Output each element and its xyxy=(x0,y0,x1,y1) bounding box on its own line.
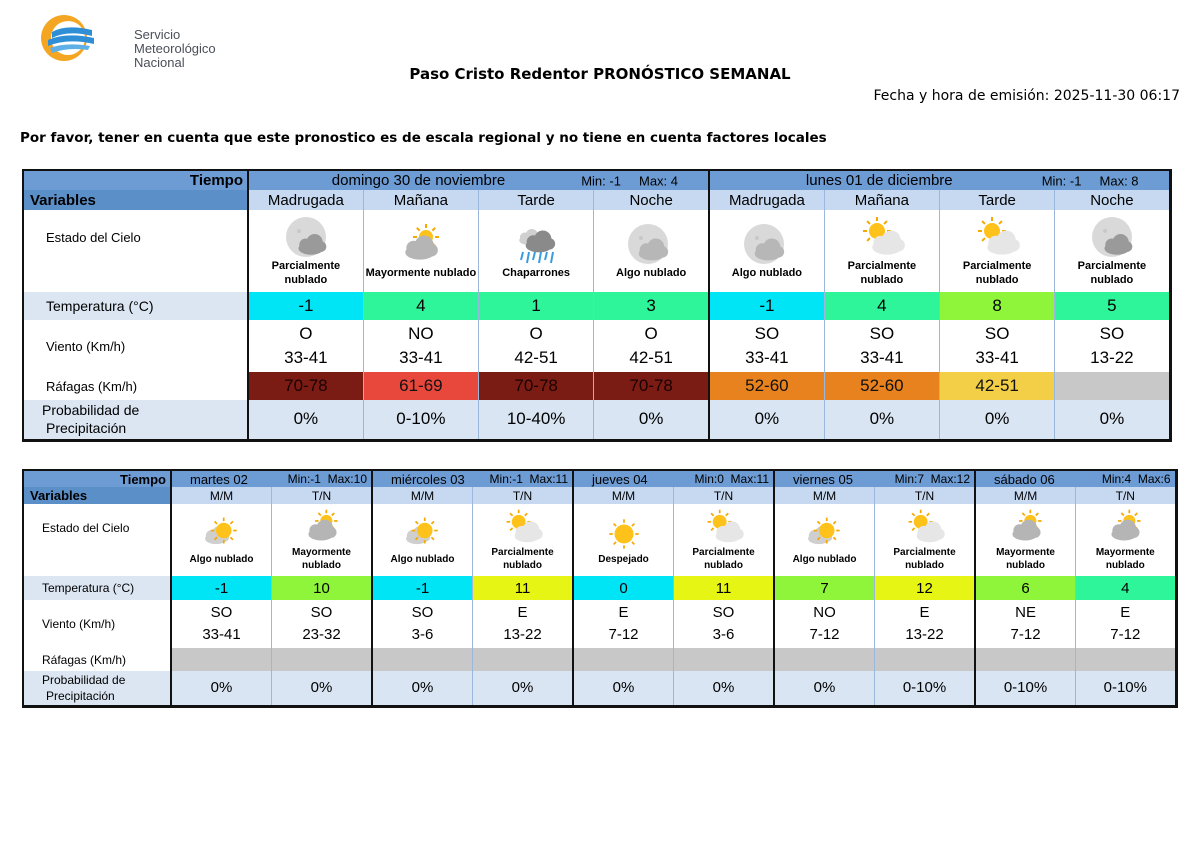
tiempo-label: Tiempo xyxy=(23,470,171,487)
day-header xyxy=(774,470,975,487)
day-min: Min:-1 xyxy=(287,472,321,486)
header-row-days xyxy=(23,170,1170,190)
partly-cloudy-night-icon xyxy=(1087,215,1137,259)
precip-value: 0% xyxy=(573,671,674,706)
gust-label: Ráfagas (Km/h) xyxy=(23,648,171,671)
wind-row xyxy=(23,320,1170,372)
smn-logo-icon xyxy=(34,12,104,62)
period-name: Mañana xyxy=(363,190,478,210)
wind-speed: 13-22 xyxy=(1090,348,1134,367)
period-name: Noche xyxy=(1055,190,1170,210)
sunny-icon xyxy=(602,515,646,553)
gust-label: Ráfagas (Km/h) xyxy=(23,372,248,400)
day-min: Min: -1 xyxy=(581,173,621,188)
org-name xyxy=(134,28,216,70)
day-min-max xyxy=(1102,472,1171,486)
wind-direction: O xyxy=(529,324,543,343)
sky-row xyxy=(23,504,1176,576)
wind-cell xyxy=(709,320,824,372)
wind-direction: SO xyxy=(712,604,735,621)
wind-direction: SO xyxy=(1099,324,1125,343)
precip-value: 0-10% xyxy=(875,671,976,706)
wind-cell xyxy=(372,600,473,648)
sky-cell xyxy=(975,504,1076,576)
wind-cell xyxy=(875,600,976,648)
precip-value: 0% xyxy=(248,400,363,440)
forecast-table-days-3-7 xyxy=(22,469,1178,708)
period-name: M/M xyxy=(171,487,272,504)
gust-value-empty xyxy=(1076,648,1177,671)
sky-state: Chaparrones xyxy=(502,267,571,279)
page-title: Paso Cristo Redentor PRONÓSTICO SEMANAL xyxy=(409,65,791,83)
sky-state: Algo nublado xyxy=(189,553,254,565)
precip-value: 0% xyxy=(1055,400,1170,440)
header-row-periods xyxy=(23,487,1176,504)
precip-value: 0% xyxy=(171,671,272,706)
wind-cell xyxy=(1055,320,1170,372)
cloudy-night-icon xyxy=(742,222,792,266)
gust-value-empty xyxy=(372,648,473,671)
wind-cell xyxy=(573,600,674,648)
mostly-cloudy-day-icon xyxy=(1103,508,1147,546)
wind-cell xyxy=(272,600,373,648)
wind-speed: 3-6 xyxy=(712,626,735,643)
temperature-value: 11 xyxy=(674,576,775,600)
sky-state: Despejado xyxy=(598,553,649,565)
day-header xyxy=(372,470,573,487)
day-min-max xyxy=(288,472,367,486)
precip-value: 0-10% xyxy=(975,671,1076,706)
precip-label-line1: Probabilidad de xyxy=(42,672,126,687)
wind-cell xyxy=(473,600,574,648)
wind-direction: SO xyxy=(754,324,780,343)
temperature-row xyxy=(23,292,1170,320)
sky-cell xyxy=(824,210,939,292)
day-name: lunes 01 de diciembre xyxy=(805,172,953,189)
wind-cell xyxy=(940,320,1055,372)
few-clouds-day-icon xyxy=(200,515,244,553)
temperature-value: 4 xyxy=(1076,576,1177,600)
precip-label xyxy=(23,400,248,440)
temperature-value: 4 xyxy=(363,292,478,320)
wind-cell xyxy=(674,600,775,648)
precip-value: 0% xyxy=(372,671,473,706)
org-line-3: Nacional xyxy=(134,55,185,70)
temperature-value: -1 xyxy=(709,292,824,320)
temperature-value: -1 xyxy=(372,576,473,600)
precip-label-line2: Precipitación xyxy=(46,688,115,703)
gust-row xyxy=(23,372,1170,400)
wind-speed: 33-41 xyxy=(399,348,443,367)
wind-speed: 33-41 xyxy=(284,348,328,367)
wind-speed: 13-22 xyxy=(503,626,542,643)
gust-value: 70-78 xyxy=(594,372,709,400)
wind-direction: NO xyxy=(813,604,836,621)
period-name: Mañana xyxy=(824,190,939,210)
day-min-max xyxy=(490,472,568,486)
wind-direction: E xyxy=(517,604,528,621)
period-name: Tarde xyxy=(940,190,1055,210)
precip-value: 0% xyxy=(709,400,824,440)
wind-row xyxy=(23,600,1176,648)
sky-cell xyxy=(573,504,674,576)
day-min: Min:4 xyxy=(1101,472,1132,486)
sky-label: Estado del Cielo xyxy=(23,210,248,292)
gust-value-empty xyxy=(573,648,674,671)
period-name: T/N xyxy=(875,487,976,504)
emission-datetime: Fecha y hora de emisión: 2025-11-30 06:17 xyxy=(873,88,1180,104)
temperature-value: 8 xyxy=(940,292,1055,320)
temperature-value: -1 xyxy=(171,576,272,600)
variables-label: Variables xyxy=(23,487,171,504)
wind-direction: SO xyxy=(411,604,434,621)
period-name: M/M xyxy=(774,487,875,504)
day-min-max xyxy=(695,472,769,486)
sky-cell xyxy=(171,504,272,576)
period-name: Noche xyxy=(594,190,709,210)
day-header xyxy=(248,170,709,190)
wind-speed: 42-51 xyxy=(629,348,673,367)
wind-speed: 33-41 xyxy=(975,348,1019,367)
sky-cell xyxy=(1076,504,1177,576)
wind-speed: 13-22 xyxy=(905,626,944,643)
gust-value: 42-51 xyxy=(940,372,1055,400)
precip-label-line2: Precipitación xyxy=(46,420,127,437)
temperature-value: 4 xyxy=(824,292,939,320)
day-header xyxy=(573,470,774,487)
sky-cell xyxy=(372,504,473,576)
precip-value: 0% xyxy=(824,400,939,440)
period-name: T/N xyxy=(1076,487,1177,504)
precip-value: 0% xyxy=(940,400,1055,440)
day-max: Max:12 xyxy=(930,472,971,486)
partly-cloudy-day-icon xyxy=(702,508,746,546)
wind-speed: 3-6 xyxy=(411,626,434,643)
forecast-table-days-1-2 xyxy=(22,169,1172,442)
wind-cell xyxy=(363,320,478,372)
sky-cell xyxy=(594,210,709,292)
partly-cloudy-day-icon xyxy=(501,508,545,546)
mostly-cloudy-day-icon xyxy=(300,508,344,546)
wind-cell xyxy=(594,320,709,372)
sky-state: Parcialmente nublado xyxy=(962,260,1032,286)
day-max: Max:11 xyxy=(730,472,770,486)
gust-value-empty xyxy=(875,648,976,671)
day-min: Min:0 xyxy=(694,472,724,486)
wind-speed: 33-41 xyxy=(745,348,789,367)
wind-cell xyxy=(171,600,272,648)
wind-cell xyxy=(824,320,939,372)
gust-value-empty xyxy=(473,648,574,671)
wind-speed: 7-12 xyxy=(608,626,639,643)
day-name: viernes 05 xyxy=(793,471,853,487)
day-max: Max:6 xyxy=(1137,472,1171,486)
day-name: domingo 30 de noviembre xyxy=(331,172,506,189)
gust-value xyxy=(1055,372,1170,400)
wind-direction: SO xyxy=(984,324,1010,343)
wind-direction: E xyxy=(1120,604,1131,621)
gust-value-empty xyxy=(975,648,1076,671)
variables-label: Variables xyxy=(23,190,248,210)
temperature-label: Temperatura (°C) xyxy=(23,292,248,320)
gust-value: 52-60 xyxy=(709,372,824,400)
sky-state: Mayormente nublado xyxy=(292,547,351,571)
sky-state: Algo nublado xyxy=(616,267,687,279)
day-name: sábado 06 xyxy=(994,471,1055,487)
sky-cell xyxy=(774,504,875,576)
wind-direction: O xyxy=(644,324,658,343)
wind-speed: 42-51 xyxy=(514,348,558,367)
day-min-max xyxy=(1042,173,1139,188)
gust-value: 70-78 xyxy=(479,372,594,400)
wind-speed: 7-12 xyxy=(1010,626,1041,643)
wind-speed: 33-41 xyxy=(202,626,241,643)
wind-direction: NO xyxy=(408,324,434,343)
gust-value: 70-78 xyxy=(248,372,363,400)
sky-cell xyxy=(363,210,478,292)
period-name: T/N xyxy=(473,487,574,504)
sky-label: Estado del Cielo xyxy=(23,504,171,576)
sky-row xyxy=(23,210,1170,292)
precip-value: 0% xyxy=(594,400,709,440)
wind-cell xyxy=(774,600,875,648)
precip-value: 0% xyxy=(674,671,775,706)
gust-value-empty xyxy=(774,648,875,671)
wind-cell xyxy=(479,320,594,372)
sky-cell xyxy=(674,504,775,576)
sky-cell xyxy=(479,210,594,292)
sky-state: Algo nublado xyxy=(731,267,803,279)
header-row-periods xyxy=(23,190,1170,210)
smn-logo xyxy=(34,12,216,70)
wind-speed: 7-12 xyxy=(809,626,840,643)
wind-direction: SO xyxy=(310,604,333,621)
wind-direction: NE xyxy=(1015,604,1036,621)
wind-direction: E xyxy=(919,604,930,621)
period-name: M/M xyxy=(975,487,1076,504)
day-min-max xyxy=(581,173,678,188)
temperature-row xyxy=(23,576,1176,600)
sky-state: Parcialmente nublado xyxy=(1077,260,1147,286)
sky-state: Parcialmente nublado xyxy=(271,260,341,286)
wind-cell xyxy=(1076,600,1177,648)
temperature-value: 1 xyxy=(479,292,594,320)
temperature-value: 7 xyxy=(774,576,875,600)
day-name: martes 02 xyxy=(190,471,248,487)
temperature-value: 11 xyxy=(473,576,574,600)
day-header xyxy=(171,470,372,487)
temperature-value: 12 xyxy=(875,576,976,600)
sky-cell xyxy=(1055,210,1170,292)
temperature-value: 10 xyxy=(272,576,373,600)
partly-cloudy-night-icon xyxy=(281,215,331,259)
partly-cloudy-day-icon xyxy=(857,215,907,259)
period-name: T/N xyxy=(272,487,373,504)
sky-state: Mayormente nublado xyxy=(1095,547,1155,571)
gust-value: 52-60 xyxy=(824,372,939,400)
sky-state: Algo nublado xyxy=(390,553,455,565)
disclaimer: Por favor, tener en cuenta que este pronostico es de escala regional y no tiene en cuenta factores locales xyxy=(20,130,827,146)
day-max: Max:11 xyxy=(529,472,569,486)
precip-value: 0-10% xyxy=(363,400,478,440)
precip-value: 0% xyxy=(272,671,373,706)
day-header xyxy=(975,470,1176,487)
cloudy-night-icon xyxy=(626,222,676,266)
sky-state: Parcialmente nublado xyxy=(847,260,917,286)
day-min-max xyxy=(895,472,970,486)
mostly-cloudy-day-icon xyxy=(1004,508,1048,546)
temperature-label: Temperatura (°C) xyxy=(23,576,171,600)
period-name: Tarde xyxy=(479,190,594,210)
temperature-value: 6 xyxy=(975,576,1076,600)
precip-value: 0-10% xyxy=(1076,671,1177,706)
day-max: Max:10 xyxy=(327,472,367,486)
period-name: M/M xyxy=(573,487,674,504)
gust-value: 61-69 xyxy=(363,372,478,400)
sky-state: Parcialmente nublado xyxy=(491,547,554,571)
day-header xyxy=(709,170,1170,190)
sky-cell xyxy=(709,210,824,292)
precip-row xyxy=(23,400,1170,440)
day-max: Max: 4 xyxy=(639,173,679,188)
precip-value: 10-40% xyxy=(479,400,594,440)
precip-row xyxy=(23,671,1176,706)
wind-direction: SO xyxy=(869,324,895,343)
wind-cell xyxy=(975,600,1076,648)
temperature-value: 0 xyxy=(573,576,674,600)
gust-value-empty xyxy=(171,648,272,671)
day-min: Min:-1 xyxy=(489,472,523,486)
org-line-1: Servicio xyxy=(134,27,181,42)
day-max: Max: 8 xyxy=(1099,173,1139,188)
sky-state: Mayormente nublado xyxy=(365,267,477,279)
wind-speed: 7-12 xyxy=(1110,626,1141,643)
precip-value: 0% xyxy=(473,671,574,706)
few-clouds-day-icon xyxy=(803,515,847,553)
sky-cell xyxy=(248,210,363,292)
wind-cell xyxy=(248,320,363,372)
precip-value: 0% xyxy=(774,671,875,706)
wind-speed: 33-41 xyxy=(860,348,904,367)
sky-state: Parcialmente nublado xyxy=(893,547,956,571)
mostly-cloudy-day-icon xyxy=(396,222,446,266)
day-min: Min: -1 xyxy=(1041,173,1082,188)
showers-icon xyxy=(511,222,561,266)
sky-cell xyxy=(473,504,574,576)
period-name: M/M xyxy=(372,487,473,504)
wind-direction: O xyxy=(299,324,313,343)
wind-speed: 23-32 xyxy=(302,626,341,643)
precip-label-line1: Probabilidad de xyxy=(42,402,140,419)
tiempo-label: Tiempo xyxy=(23,170,248,190)
sky-state: Parcialmente nublado xyxy=(692,547,755,571)
wind-direction: SO xyxy=(210,604,233,621)
few-clouds-day-icon xyxy=(401,515,445,553)
sky-cell xyxy=(940,210,1055,292)
temperature-value: -1 xyxy=(248,292,363,320)
wind-label: Viento (Km/h) xyxy=(23,320,248,372)
temperature-value: 3 xyxy=(594,292,709,320)
partly-cloudy-day-icon xyxy=(972,215,1022,259)
sky-state: Mayormente nublado xyxy=(996,547,1055,571)
header-row-days xyxy=(23,470,1176,487)
day-name: miércoles 03 xyxy=(391,471,465,487)
wind-label: Viento (Km/h) xyxy=(23,600,171,648)
org-line-2: Meteorológico xyxy=(134,41,216,56)
day-name: jueves 04 xyxy=(592,471,648,487)
partly-cloudy-day-icon xyxy=(903,508,947,546)
period-name: T/N xyxy=(674,487,775,504)
day-min: Min:7 xyxy=(894,472,924,486)
gust-value-empty xyxy=(674,648,775,671)
period-name: Madrugada xyxy=(709,190,824,210)
temperature-value: 5 xyxy=(1055,292,1170,320)
precip-label xyxy=(23,671,171,706)
sky-cell xyxy=(272,504,373,576)
gust-row xyxy=(23,648,1176,671)
sky-cell xyxy=(875,504,976,576)
sky-state: Algo nublado xyxy=(792,553,857,565)
gust-value-empty xyxy=(272,648,373,671)
wind-direction: E xyxy=(618,604,629,621)
period-name: Madrugada xyxy=(248,190,363,210)
